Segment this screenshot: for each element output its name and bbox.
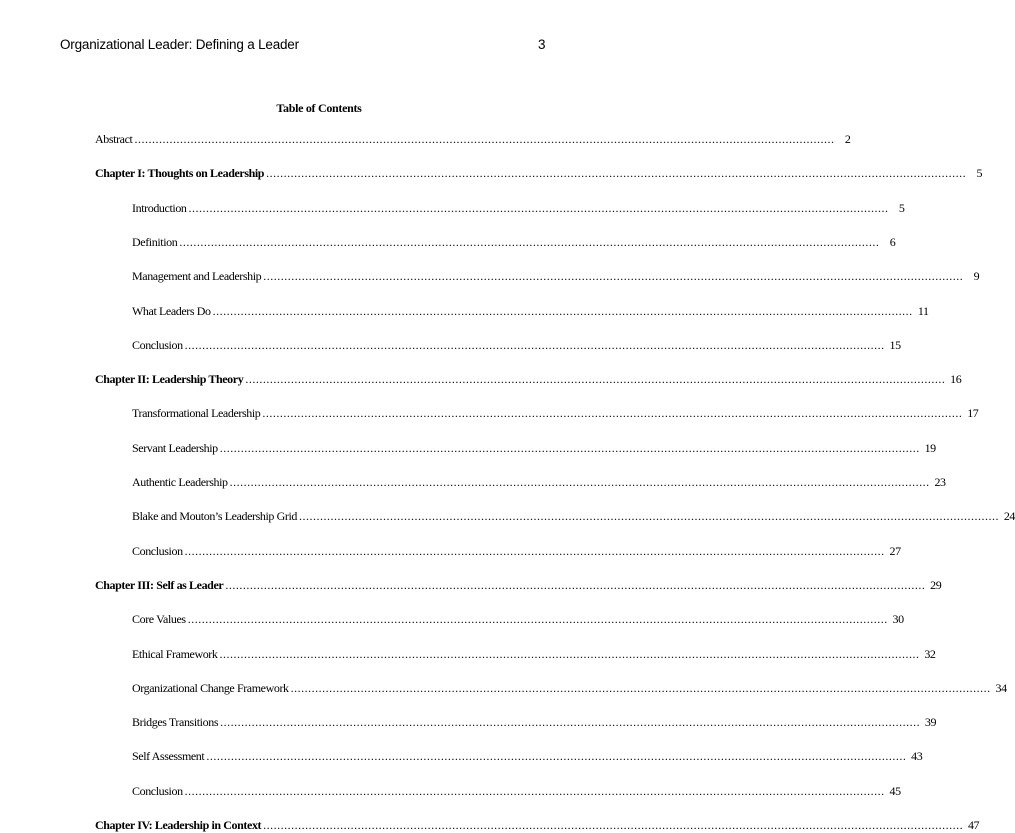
toc-entry-page: 24 xyxy=(1003,509,1015,524)
toc-leader-dots: ........................................................................................................................................................................................................ xyxy=(263,269,964,284)
toc-entry-page: 34 xyxy=(995,680,1007,695)
toc-entry-page: 30 xyxy=(892,612,904,627)
toc-entry-page: 29 xyxy=(930,577,942,592)
toc-section-entry xyxy=(132,680,1007,696)
toc-section-entry xyxy=(132,269,980,284)
toc-entry-page: 15 xyxy=(889,337,901,352)
toc-entry-page: 2 xyxy=(844,132,851,146)
toc-leader-dots: ........................................................................................................................................................................................................ xyxy=(184,783,885,798)
toc-section-entry xyxy=(132,509,1015,524)
toc-entry-page: 19 xyxy=(924,440,936,455)
toc-chapter-entry xyxy=(95,372,962,387)
toc-entry-label: Organizational Change Framework xyxy=(132,680,289,695)
running-header-title: Organizational Leader: Defining a Leader xyxy=(60,37,299,52)
toc-section-entry xyxy=(132,440,936,456)
toc-section-entry xyxy=(132,475,946,490)
toc-entry-page: 5 xyxy=(976,166,983,181)
toc-chapter-entry xyxy=(95,132,851,147)
toc-leader-dots: ........................................................................................................................................................................................................ xyxy=(184,337,885,352)
page-number: 3 xyxy=(538,37,546,52)
toc-entry-page: 43 xyxy=(911,749,923,764)
toc-leader-dots: ........................................................................................................................................................................................................ xyxy=(219,646,920,661)
toc-section-entry xyxy=(132,406,979,421)
toc-section-entry xyxy=(132,543,901,559)
toc-entry-label: Abstract xyxy=(95,132,133,146)
toc-entry-page: 11 xyxy=(917,303,929,318)
toc-entry-label: Definition xyxy=(132,234,178,249)
toc-entry-label: Chapter IV: Leadership in Context xyxy=(95,818,262,832)
toc-leader-dots: ........................................................................................................................................................................................................ xyxy=(187,612,888,627)
toc-entry-label: Management and Leadership xyxy=(132,269,262,284)
toc-title: Table of Contents xyxy=(276,101,362,115)
toc-entry-page: 27 xyxy=(889,543,901,558)
toc-entry-label: Blake and Mouton’s Leadership Grid xyxy=(132,509,298,524)
toc-entry-page: 6 xyxy=(889,234,896,249)
toc-section-entry xyxy=(132,337,901,353)
toc-entry-page: 9 xyxy=(973,269,980,284)
toc-section-entry xyxy=(132,783,901,799)
toc-leader-dots: ........................................................................................................................................................................................................ xyxy=(266,166,967,181)
toc-entry-label: Introduction xyxy=(132,200,187,215)
toc-section-entry xyxy=(132,303,929,319)
toc-leader-dots: ........................................................................................................................................................................................................ xyxy=(290,680,991,695)
toc-entry-page: 39 xyxy=(924,715,937,730)
toc-entry-label: Servant Leadership xyxy=(132,440,218,455)
toc-entry-label: Ethical Framework xyxy=(132,646,218,661)
toc-entry-page: 47 xyxy=(967,818,980,832)
toc-leader-dots: ........................................................................................................................................................................................................ xyxy=(225,577,926,592)
toc-entry-label: Chapter III: Self as Leader xyxy=(95,577,224,592)
toc-leader-dots: ........................................................................................................................................................................................................ xyxy=(206,749,907,764)
toc-section-entry xyxy=(132,749,923,764)
toc-leader-dots: ........................................................................................................................................................................................................ xyxy=(188,200,889,215)
toc-entry-page: 45 xyxy=(889,783,901,798)
toc-leader-dots: ........................................................................................................................................................................................................ xyxy=(262,406,963,421)
toc-entry-label: Bridges Transitions xyxy=(132,715,219,730)
toc-chapter-entry xyxy=(95,577,942,593)
toc-section-entry xyxy=(132,200,905,216)
toc-chapter-entry xyxy=(95,818,980,833)
toc-entry-page: 23 xyxy=(934,475,946,489)
toc-entry-label: What Leaders Do xyxy=(132,303,211,318)
toc-entry-label: Authentic Leadership xyxy=(132,475,228,489)
toc-leader-dots: ........................................................................................................................................................................................................ xyxy=(263,818,964,832)
toc-entry-label: Conclusion xyxy=(132,337,183,352)
toc-entry-label: Conclusion xyxy=(132,783,183,798)
toc-entry-label: Conclusion xyxy=(132,543,183,558)
toc-entry-page: 16 xyxy=(950,372,962,387)
toc-entry-label: Chapter I: Thoughts on Leadership xyxy=(95,166,265,181)
toc-leader-dots: ........................................................................................................................................................................................................ xyxy=(134,132,835,146)
toc-entry-label: Transformational Leadership xyxy=(132,406,261,421)
toc-leader-dots: ........................................................................................................................................................................................................ xyxy=(245,372,946,387)
toc-entry-page: 32 xyxy=(924,646,936,661)
toc-entry-page: 17 xyxy=(967,406,979,421)
toc-entry-label: Chapter II: Leadership Theory xyxy=(95,372,244,387)
toc-leader-dots: ........................................................................................................................................................................................................ xyxy=(179,234,880,249)
toc-entry-page: 5 xyxy=(898,200,905,215)
toc-leader-dots: ........................................................................................................................................................................................................ xyxy=(184,543,885,558)
toc-entry-label: Core Values xyxy=(132,612,186,627)
toc-leader-dots: ........................................................................................................................................................................................................ xyxy=(219,440,920,455)
toc-leader-dots: ........................................................................................................................................................................................................ xyxy=(229,475,930,489)
toc-chapter-entry xyxy=(95,166,983,181)
toc-section-entry xyxy=(132,612,904,627)
toc-section-entry xyxy=(132,234,896,250)
toc-leader-dots: ........................................................................................................................................................................................................ xyxy=(299,509,1000,524)
toc-leader-dots: ........................................................................................................................................................................................................ xyxy=(220,715,921,730)
toc-section-entry xyxy=(132,715,937,730)
toc-entry-label: Self Assessment xyxy=(132,749,205,764)
toc-section-entry xyxy=(132,646,936,662)
toc-leader-dots: ........................................................................................................................................................................................................ xyxy=(212,303,913,318)
